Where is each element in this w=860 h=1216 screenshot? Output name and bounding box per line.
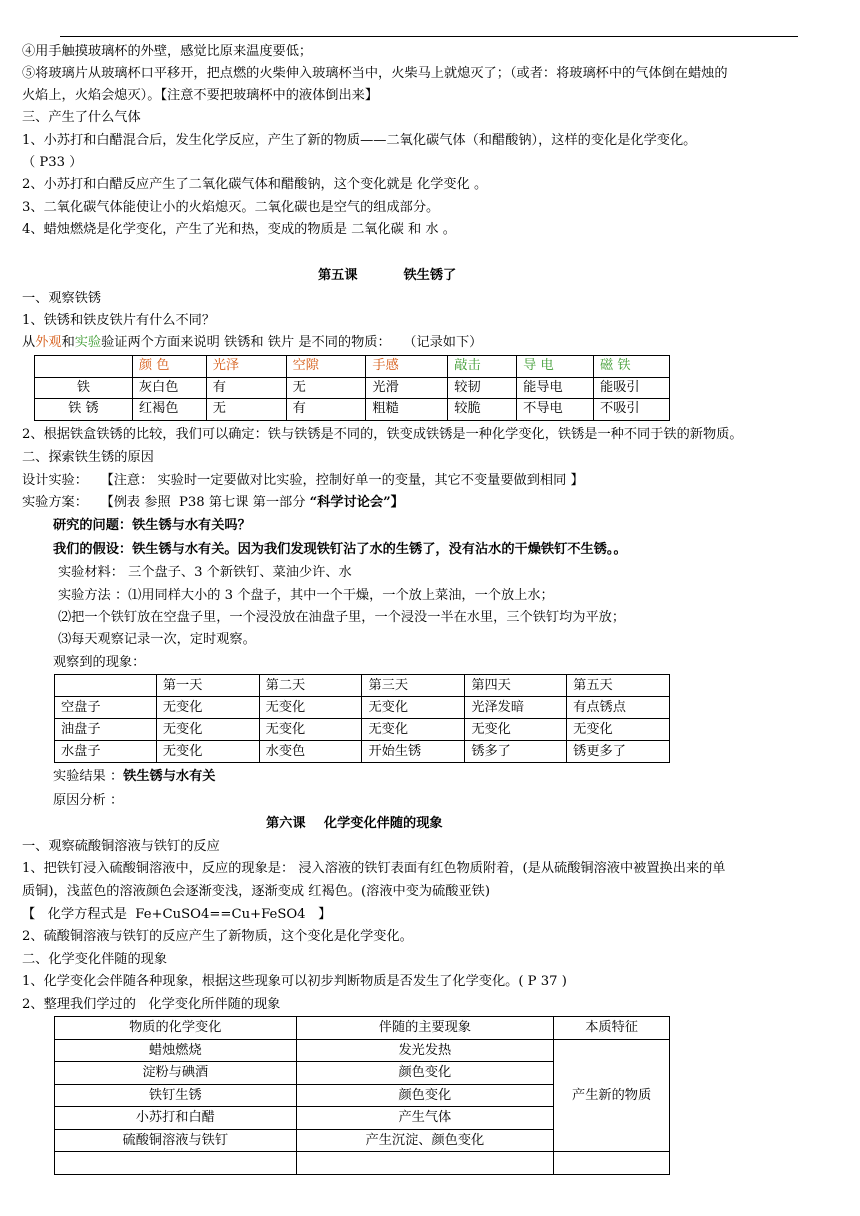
table-row (55, 719, 670, 741)
table-cell: 开始生锈 (362, 741, 465, 763)
text-line: （ P33 ） (22, 155, 83, 170)
table-cell (55, 1152, 297, 1175)
table-cell: 铁 (35, 377, 133, 399)
text-line: 2、硫酸铜溶液与铁钉的反应产生了新物质，这个变化是化学变化。 (22, 929, 413, 944)
table-cell: 不吸引 (594, 399, 670, 421)
text-line: ⑶每天观察记录一次，定时观察。 (58, 632, 256, 647)
table-header-cell: 伴随的主要现象 (296, 1017, 554, 1040)
section-heading: 二、化学变化伴随的现象 (22, 952, 168, 967)
table-cell: 锈更多了 (567, 741, 670, 763)
table-cell: 无变化 (156, 741, 259, 763)
lesson6-title: 第六课 化学变化伴随的现象 (266, 816, 443, 831)
table-cell: 无变化 (156, 697, 259, 719)
research-question: 研究的问题：铁生锈与水有关吗？ (53, 518, 251, 533)
text-fragment: 和 (61, 335, 75, 350)
iron-comparison-table (34, 355, 670, 421)
table-cell: 淀粉与碘酒 (55, 1062, 297, 1085)
table-cell: 颜色变化 (296, 1062, 554, 1085)
text-fragment: 实验方案： 【例表 参照 P38 第七课 第一部分 (22, 495, 310, 510)
table-row (55, 697, 670, 719)
table-cell: 有点锈点 (567, 697, 670, 719)
section-heading: 二、探索铁生锈的原因 (22, 450, 154, 465)
table-cell: 光泽发暗 (465, 697, 567, 719)
text-line: 实验方法 ：⑴用同样大小的 3 个盘子，其中一个干燥，一个放上菜油，一个放上水； (58, 588, 554, 603)
table-cell: 铁 锈 (35, 399, 133, 421)
section-heading: 三、产生了什么气体 (22, 110, 141, 125)
table-cell: 无 (286, 377, 366, 399)
table-cell (55, 675, 157, 697)
hypothesis: 我们的假设：铁生锈与水有关。因为我们发现铁钉沾了水的生锈了，没有沾水的干燥铁钉不生锈。。 (53, 542, 627, 557)
text-line: 1、铁锈和铁皮铁片有什么不同？ (22, 313, 216, 328)
text-line: 1、把铁钉浸入硫酸铜溶液中，反应的现象是： 浸入溶液的铁钉表面有红色物质附着，(是从硫酸铜溶液中被置换出来的单 (22, 861, 726, 876)
text-line: 4、蜡烛燃烧是化学变化，产生了光和热，变成的物质是 二氧化碳 和 水 。 (22, 222, 456, 237)
text-line: 质铜)，浅蓝色的溶液颜色会逐渐变浅，逐渐变成 红褐色。(溶液中变为硫酸亚铁) (22, 884, 490, 899)
essence-cell: 产生新的物质 (554, 1039, 670, 1152)
table-header-cell: 光泽 (206, 356, 286, 378)
text-line: 1、小苏打和白醋混合后，发生化学反应，产生了新的物质——二氧化碳气体（和醋酸钠），这样的变化是化学变化。 (22, 133, 697, 148)
highlight-appearance: 外观 (35, 335, 62, 350)
table-cell: 油盘子 (55, 719, 157, 741)
text-line: ④用手触摸玻璃杯的外壁，感觉比原来温度要低； (22, 44, 313, 59)
chemical-equation: 【 化学方程式是 Fe+CuSO4==Cu+FeSO4 】 (22, 907, 332, 922)
highlight-experiment: 实验 (74, 335, 102, 350)
lesson5-title: 第五课 铁生锈了 (318, 268, 457, 283)
table-cell (554, 1152, 670, 1175)
table-cell: 无 (206, 399, 286, 421)
table-cell (35, 356, 133, 378)
observation-table (54, 674, 670, 763)
table-cell: 小苏打和白醋 (55, 1107, 297, 1130)
table-cell: 无变化 (362, 697, 465, 719)
table-cell: 有 (206, 377, 286, 399)
table-cell: 铁钉生锈 (55, 1084, 297, 1107)
table-cell: 粗糙 (366, 399, 448, 421)
text-line: ⑤将玻璃片从玻璃杯口平移开，把点燃的火柴伸入玻璃杯当中，火柴马上就熄灭了；（或者：将玻璃杯中的气体倒在蜡烛的 (22, 66, 728, 81)
table-cell: 颜色变化 (296, 1084, 554, 1107)
text-fragment: “科学讨论会”】 (309, 495, 404, 510)
table-header-cell: 第二天 (259, 675, 362, 697)
text-line: 1、化学变化会伴随各种现象，根据这些现象可以初步判断物质是否发生了化学变化。( P 37 ) (22, 974, 567, 989)
table-header-cell: 第五天 (567, 675, 670, 697)
text-fragment: 实验结果 ： (53, 769, 124, 784)
text-line (22, 333, 852, 353)
table-cell: 无变化 (362, 719, 465, 741)
text-line: 实验材料： 三个盘子、3 个新铁钉、菜油少许、水 (58, 565, 352, 580)
text-line: ⑵把一个铁钉放在空盘子里，一个浸没放在油盘子里，一个浸没一半在水里，三个铁钉均为平放； (58, 610, 626, 625)
table-header-cell: 手感 (366, 356, 448, 378)
text-line: 观察到的现象： (53, 655, 146, 670)
table-cell: 无变化 (156, 719, 259, 741)
table-cell: 产生气体 (296, 1107, 554, 1130)
table-cell: 较韧 (448, 377, 517, 399)
text-line (22, 493, 852, 513)
table-header-cell: 第三天 (362, 675, 465, 697)
table-row (55, 741, 670, 763)
table-cell: 能导电 (517, 377, 594, 399)
text-line: 原因分析 ： (53, 793, 124, 808)
table-cell: 灰白色 (132, 377, 206, 399)
table-header-row (55, 1017, 670, 1040)
table-header-cell: 空隙 (286, 356, 366, 378)
table-header-cell: 第一天 (156, 675, 259, 697)
table-cell: 空盘子 (55, 697, 157, 719)
text-line: 2、小苏打和白醋反应产生了二氧化碳气体和醋酸钠，这个变化就是 化学变化 。 (22, 177, 488, 192)
table-cell: 不导电 (517, 399, 594, 421)
table-cell: 红褐色 (132, 399, 206, 421)
text-line: 2、根据铁盒铁锈的比较，我们可以确定：铁与铁锈是不同的，铁变成铁锈是一种化学变化，铁锈是一种不同于铁的新物质。 (22, 427, 743, 442)
table-cell: 能吸引 (594, 377, 670, 399)
text-line: 火焰上，火焰会熄灭）。【注意不要把玻璃杯中的液体倒出来】 (22, 88, 379, 103)
text-fragment: 验证两个方面来说明 铁锈和 铁片 是不同的物质： （记录如下） (101, 335, 483, 350)
table-cell: 产生沉淀、颜色变化 (296, 1129, 554, 1152)
table-cell: 硫酸铜溶液与铁钉 (55, 1129, 297, 1152)
table-cell: 无变化 (259, 719, 362, 741)
table-cell: 无变化 (567, 719, 670, 741)
table-header-cell: 本质特征 (554, 1017, 670, 1040)
table-row (35, 399, 670, 421)
text-line (53, 767, 860, 787)
table-cell: 锈多了 (465, 741, 567, 763)
table-row (35, 377, 670, 399)
header-rule (60, 36, 798, 37)
table-cell: 无变化 (465, 719, 567, 741)
table-cell (296, 1152, 554, 1175)
table-cell: 蜡烛燃烧 (55, 1039, 297, 1062)
table-row (55, 1152, 670, 1175)
phenomena-table (54, 1016, 670, 1175)
experiment-result: 铁生锈与水有关 (123, 769, 216, 784)
table-header-cell: 颜 色 (132, 356, 206, 378)
table-header-cell: 物质的化学变化 (55, 1017, 297, 1040)
table-cell: 光滑 (366, 377, 448, 399)
table-cell: 无变化 (259, 697, 362, 719)
text-line: 设计实验： 【注意： 实验时一定要做对比实验，控制好单一的变量，其它不变量要做到相同 】 (22, 473, 584, 488)
table-header-row (55, 675, 670, 697)
text-fragment: 从 (22, 335, 36, 350)
table-cell: 发光发热 (296, 1039, 554, 1062)
table-header-row (35, 356, 670, 378)
table-cell: 有 (286, 399, 366, 421)
text-line: 3、二氧化碳气体能使让小的火焰熄灭。二氧化碳也是空气的组成部分。 (22, 200, 440, 215)
section-heading: 一、观察铁锈 (22, 291, 102, 306)
table-header-cell: 导 电 (517, 356, 594, 378)
table-row (55, 1039, 670, 1062)
table-cell: 水变色 (259, 741, 362, 763)
table-header-cell: 敲击 (448, 356, 517, 378)
section-heading: 一、观察硫酸铜溶液与铁钉的反应 (22, 839, 220, 854)
table-header-cell: 磁 铁 (594, 356, 670, 378)
table-header-cell: 第四天 (465, 675, 567, 697)
table-cell: 较脆 (448, 399, 517, 421)
table-cell: 水盘子 (55, 741, 157, 763)
text-line: 2、整理我们学过的 化学变化所伴随的现象 (22, 997, 281, 1012)
